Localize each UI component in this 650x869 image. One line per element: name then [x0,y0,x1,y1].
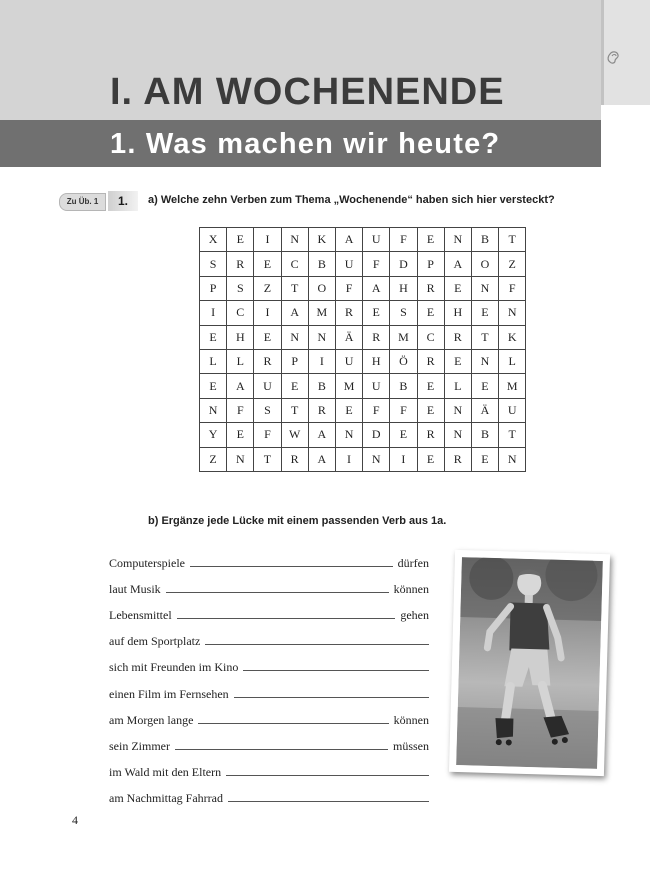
grid-cell: E [471,447,498,471]
answer-blank[interactable] [175,748,388,750]
grid-row [200,252,526,276]
grid-cell: H [363,349,390,373]
answer-blank[interactable] [190,565,393,567]
grid-cell: E [281,374,308,398]
grid-cell: R [444,447,471,471]
grid-cell: I [200,301,227,325]
grid-cell: N [335,423,362,447]
grid-cell: A [363,276,390,300]
grid-cell: M [390,325,417,349]
grid-cell: E [471,374,498,398]
grid-cell: O [308,276,335,300]
grid-cell: M [335,374,362,398]
lesson-title: 1. Was machen wir heute? [110,128,501,160]
grid-cell: A [281,301,308,325]
grid-cell: E [227,228,254,252]
grid-cell: Z [254,276,281,300]
grid-cell: E [335,398,362,422]
grid-cell: H [390,276,417,300]
grid-row [200,374,526,398]
grid-cell: B [308,252,335,276]
grid-cell: U [363,228,390,252]
fill-line [109,675,429,701]
fill-line [109,780,429,806]
fill-line-prompt: Computerspiele [109,556,185,571]
grid-row [200,423,526,447]
grid-cell: E [444,349,471,373]
answer-blank[interactable] [205,643,429,645]
grid-cell: Ä [471,398,498,422]
answer-blank[interactable] [234,696,429,698]
grid-cell: N [363,447,390,471]
grid-cell: U [499,398,526,422]
answer-blank[interactable] [228,800,429,802]
grid-row [200,228,526,252]
grid-cell: B [308,374,335,398]
grid-cell: U [254,374,281,398]
grid-cell: A [308,423,335,447]
grid-cell: L [200,349,227,373]
fill-line [109,702,429,728]
grid-row [200,276,526,300]
grid-cell: F [335,276,362,300]
grid-cell: T [281,276,308,300]
grid-cell: W [281,423,308,447]
page-number: 4 [72,813,78,827]
grid-cell: S [254,398,281,422]
chapter-title: I. AM WOCHENENDE [110,71,505,113]
grid-cell: Ä [335,325,362,349]
fill-line [109,545,429,571]
fill-line [109,623,429,649]
grid-cell: N [308,325,335,349]
grid-cell: P [417,252,444,276]
grid-cell: R [308,398,335,422]
grid-cell: I [254,301,281,325]
fill-line-verb: dürfen [397,556,429,571]
answer-blank[interactable] [243,669,429,671]
grid-cell: H [444,301,471,325]
fill-line-prompt: laut Musik [109,582,161,597]
grid-cell: M [308,301,335,325]
grid-cell: I [254,228,281,252]
instruction-part-a: a) Welche zehn Verben zum Thema „Wochenende“ haben sich hier versteckt? [148,194,555,206]
fill-in-lines [109,545,429,806]
instruction-part-b: b) Ergänze jede Lücke mit einem passenden Verb aus 1a. [148,515,447,527]
grid-cell: E [417,228,444,252]
grid-cell: Z [200,447,227,471]
grid-cell: F [390,398,417,422]
grid-cell: N [499,301,526,325]
answer-blank[interactable] [198,722,388,724]
grid-cell: R [281,447,308,471]
fill-line-prompt: auf dem Sportplatz [109,634,201,649]
grid-cell: I [390,447,417,471]
photo-frame [449,550,610,776]
grid-cell: O [471,252,498,276]
grid-cell: R [417,423,444,447]
fill-line [109,597,429,623]
grid-cell: A [444,252,471,276]
grid-cell: R [363,325,390,349]
grid-cell: I [335,447,362,471]
grid-cell: T [254,447,281,471]
grid-cell: U [335,349,362,373]
grid-cell: M [499,374,526,398]
grid-row [200,398,526,422]
grid-cell: E [417,447,444,471]
grid-cell: D [363,423,390,447]
answer-blank[interactable] [166,591,389,593]
fill-line-prompt: im Wald mit den Eltern [109,764,222,779]
grid-cell: R [417,276,444,300]
answer-blank[interactable] [177,617,396,619]
fill-line-verb: müssen [393,738,429,753]
grid-cell: C [417,325,444,349]
grid-cell: N [281,325,308,349]
grid-cell: C [227,301,254,325]
grid-cell: N [444,398,471,422]
grid-cell: A [335,228,362,252]
grid-cell: R [254,349,281,373]
grid-cell: H [227,325,254,349]
grid-cell: I [308,349,335,373]
grid-cell: B [471,228,498,252]
fill-line [109,571,429,597]
grid-cell: N [499,447,526,471]
grid-cell: B [471,423,498,447]
grid-cell: E [227,423,254,447]
grid-cell: T [281,398,308,422]
fill-line [109,754,429,780]
grid-cell: N [444,423,471,447]
grid-cell: S [390,301,417,325]
grid-row [200,447,526,471]
grid-cell: N [227,447,254,471]
answer-blank[interactable] [226,774,429,776]
fill-line-prompt: am Morgen lange [109,712,194,727]
grid-cell: P [281,349,308,373]
grid-cell: L [444,374,471,398]
grid-cell: F [499,276,526,300]
fill-line-prompt: Lebensmittel [109,608,172,623]
grid-cell: E [471,301,498,325]
grid-cell: A [227,374,254,398]
fill-line-prompt: sein Zimmer [109,738,170,753]
grid-cell: F [227,398,254,422]
grid-cell: L [499,349,526,373]
grid-cell: A [308,447,335,471]
grid-cell: F [363,398,390,422]
exercise-number: 1. [108,191,138,211]
grid-cell: E [200,374,227,398]
grid-cell: R [417,349,444,373]
word-search-grid [199,227,526,472]
grid-cell: F [363,252,390,276]
grid-cell: R [444,325,471,349]
grid-row [200,325,526,349]
grid-cell: F [390,228,417,252]
fill-line-prompt: am Nachmittag Fahrrad [109,790,223,805]
grid-cell: E [444,276,471,300]
grid-cell: E [417,398,444,422]
photo-boy-inline-skating [456,557,603,769]
grid-cell: E [254,252,281,276]
grid-cell: K [308,228,335,252]
grid-cell: C [281,252,308,276]
fill-line-verb: können [393,582,429,597]
ear-icon [604,46,624,66]
fill-line-prompt: einen Film im Fernsehen [109,686,229,701]
grid-cell: R [227,252,254,276]
grid-cell: N [444,228,471,252]
grid-cell: E [254,325,281,349]
grid-cell: Y [200,423,227,447]
grid-cell: Z [499,252,526,276]
grid-cell: F [254,423,281,447]
grid-cell: R [335,301,362,325]
grid-cell: U [335,252,362,276]
grid-row [200,349,526,373]
grid-cell: Ö [390,349,417,373]
grid-cell: N [200,398,227,422]
grid-cell: B [390,374,417,398]
grid-row [200,301,526,325]
grid-cell: T [471,325,498,349]
fill-line [109,728,429,754]
grid-cell: E [200,325,227,349]
grid-cell: E [363,301,390,325]
grid-cell: S [227,276,254,300]
grid-cell: D [390,252,417,276]
grid-cell: N [471,349,498,373]
grid-cell: E [417,374,444,398]
grid-cell: S [200,252,227,276]
fill-line-prompt: sich mit Freunden im Kino [109,660,239,675]
fill-line-verb: können [393,712,429,727]
grid-cell: P [200,276,227,300]
grid-cell: X [200,228,227,252]
grid-cell: N [471,276,498,300]
fill-line-verb: gehen [400,608,429,623]
fill-line [109,649,429,675]
grid-cell: N [281,228,308,252]
grid-cell: E [390,423,417,447]
exercise-reference-tag: Zu Üb. 1 [59,193,106,211]
grid-cell: L [227,349,254,373]
grid-cell: E [417,301,444,325]
grid-cell: T [499,423,526,447]
grid-cell: K [499,325,526,349]
grid-cell: U [363,374,390,398]
grid-cell: T [499,228,526,252]
